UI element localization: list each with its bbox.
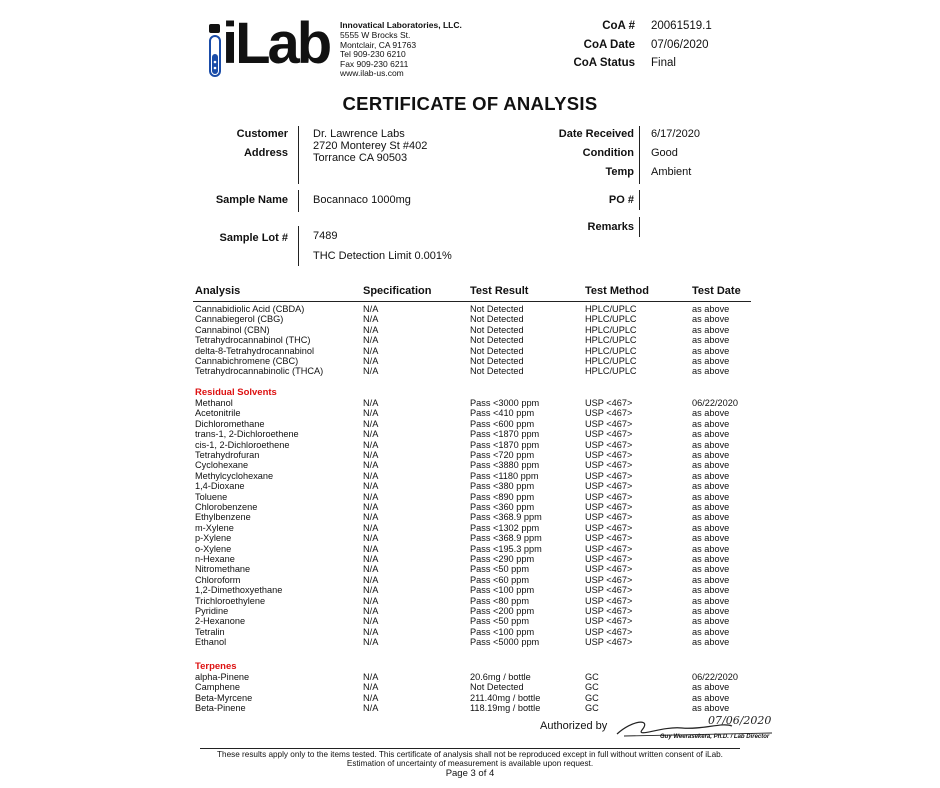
sample-lot-label: Sample Lot # [219, 232, 288, 244]
temp: Ambient [651, 166, 692, 178]
lab-address-1: 5555 W Brocks St. [340, 30, 411, 40]
table-cell: Toluene [195, 491, 228, 502]
divider [639, 217, 640, 237]
table-cell: USP <467> [585, 450, 633, 460]
table-cell: as above [692, 522, 730, 533]
table-cell: as above [692, 324, 730, 335]
table-row [0, 335, 940, 345]
table-cell: N/A [363, 345, 379, 356]
table-cell: as above [692, 418, 730, 429]
date-received-label: Date Received [558, 128, 634, 140]
table-cell: USP <467> [585, 574, 633, 585]
table-row [0, 398, 940, 408]
table-cell: USP <467> [585, 502, 633, 512]
table-cell: 1,4-Dioxane [195, 481, 245, 492]
table-cell: as above [692, 439, 730, 450]
table-row [0, 502, 940, 512]
table-cell: USP <467> [585, 543, 633, 554]
table-cell: N/A [363, 450, 379, 460]
table-row [0, 450, 940, 460]
divider [298, 126, 299, 184]
table-cell: Cannabiegerol (CBG) [195, 314, 284, 325]
po-label: PO # [608, 194, 634, 206]
table-cell: as above [692, 408, 730, 419]
table-cell: 211.40mg / bottle [470, 692, 541, 703]
table-cell: Pass <380 ppm [470, 481, 535, 492]
table-cell: N/A [363, 692, 379, 703]
table-cell: m-Xylene [195, 522, 234, 533]
table-cell: Not Detected [470, 304, 524, 314]
table-cell: 118.19mg / bottle [470, 703, 541, 714]
table-cell: as above [692, 491, 730, 502]
table-row [0, 356, 940, 366]
table-row [0, 325, 940, 335]
col-header-analysis: Analysis [195, 285, 241, 297]
table-cell: N/A [363, 408, 379, 419]
table-cell: N/A [363, 366, 379, 377]
table-cell: Methylcyclohexane [195, 470, 274, 481]
table-cell: GC [585, 672, 599, 682]
table-row [0, 314, 940, 324]
condition: Good [651, 147, 678, 159]
table-cell: Beta-Myrcene [195, 692, 253, 703]
table-cell: Tetrahydrofuran [195, 450, 260, 460]
table-cell: HPLC/UPLC [585, 304, 637, 314]
table-cell: as above [692, 450, 730, 460]
table-cell: Tetrahydrocannabinolic (THCA) [195, 366, 324, 377]
table-cell: as above [692, 502, 730, 512]
table-row [0, 554, 940, 564]
table-cell: as above [692, 543, 730, 554]
table-cell: N/A [363, 616, 379, 627]
table-cell: as above [692, 595, 730, 606]
document-title: CERTIFICATE OF ANALYSIS [342, 93, 598, 114]
table-cell: N/A [363, 606, 379, 616]
table-cell: as above [692, 626, 730, 637]
table-cell: Dichloromethane [195, 418, 265, 429]
lab-address-2: Montclair, CA 91763 [340, 39, 417, 50]
table-cell: GC [585, 682, 599, 693]
table-cell: N/A [363, 314, 379, 325]
table-cell: Pass <80 ppm [470, 595, 529, 606]
section-title: Terpenes [195, 661, 237, 672]
table-cell: N/A [363, 585, 379, 596]
table-cell: USP <467> [585, 522, 633, 533]
table-cell: N/A [363, 595, 379, 606]
table-cell: Trichloroethylene [195, 595, 266, 606]
divider [639, 190, 640, 210]
table-cell: Chlorobenzene [195, 502, 258, 512]
table-cell: N/A [363, 439, 379, 450]
table-cell: as above [692, 703, 730, 714]
table-cell: N/A [363, 481, 379, 492]
table-cell: delta-8-Tetrahydrocannabinol [195, 345, 315, 356]
header-rule [193, 301, 751, 302]
table-cell: HPLC/UPLC [585, 324, 637, 335]
table-cell: GC [585, 692, 599, 703]
table-row [0, 596, 940, 606]
table-row [0, 460, 940, 470]
table-row [0, 429, 940, 439]
section-title: Residual Solvents [195, 387, 277, 398]
table-cell: as above [692, 533, 730, 544]
table-cell: Methanol [195, 398, 233, 408]
table-cell: as above [692, 314, 730, 325]
remarks-label: Remarks [587, 221, 634, 233]
table-cell: N/A [363, 626, 379, 637]
table-cell: Pass <600 ppm [470, 418, 535, 429]
table-cell: 1,2-Dimethoxyethane [195, 585, 283, 596]
col-header-test-method: Test Method [585, 285, 649, 297]
lab-name: Innovatical Laboratories, LLC. [340, 20, 462, 30]
customer-street: 2720 Monterey St #402 [313, 140, 428, 152]
table-cell: N/A [363, 335, 379, 346]
table-cell: as above [692, 366, 730, 377]
table-row [0, 564, 940, 574]
table-cell: as above [692, 470, 730, 481]
table-cell: Pass <50 ppm [470, 616, 529, 627]
table-cell: Pass <200 ppm [470, 606, 535, 616]
table-row [0, 575, 940, 585]
table-cell: N/A [363, 491, 379, 502]
table-cell: USP <467> [585, 533, 633, 544]
table-cell: Ethanol [195, 637, 227, 648]
coa-number-label: CoA # [602, 20, 635, 32]
table-cell: N/A [363, 703, 379, 714]
table-cell: Pass <5000 ppm [470, 637, 540, 648]
table-cell: Cannabichromene (CBC) [195, 356, 299, 366]
table-cell: n-Hexane [195, 554, 235, 564]
table-cell: alpha-Pinene [195, 672, 250, 682]
condition-label: Condition [582, 147, 634, 159]
table-cell: 2-Hexanone [195, 616, 246, 627]
table-cell: 06/22/2020 [692, 672, 738, 682]
table-cell: Not Detected [470, 682, 524, 693]
table-row [0, 544, 940, 554]
signer-name: Guy Weerasekera, Ph.D. / Lab Director [660, 734, 770, 740]
table-row [0, 682, 940, 692]
customer-city: Torrance CA 90503 [313, 152, 408, 164]
table-cell: USP <467> [585, 398, 633, 408]
coa-status: Final [651, 57, 676, 69]
table-cell: as above [692, 304, 730, 314]
table-cell: Pass <1180 ppm [470, 470, 539, 481]
table-cell: Tetrahydrocannabinol (THC) [195, 335, 311, 346]
table-cell: N/A [363, 682, 379, 693]
table-cell: Not Detected [470, 366, 524, 377]
table-cell: Not Detected [470, 324, 524, 335]
table-cell: N/A [363, 512, 379, 523]
table-cell: N/A [363, 304, 379, 314]
table-cell: USP <467> [585, 595, 633, 606]
table-cell: N/A [363, 574, 379, 585]
table-cell: Camphene [195, 682, 240, 693]
table-cell: USP <467> [585, 408, 633, 419]
table-cell: N/A [363, 470, 379, 481]
table-cell: USP <467> [585, 585, 633, 596]
table-cell: N/A [363, 324, 379, 335]
sample-name-label: Sample Name [215, 194, 288, 206]
signature-date: 07/06/2020 [708, 714, 772, 727]
table-cell: as above [692, 682, 730, 693]
col-header-test-date: Test Date [692, 285, 741, 297]
thc-detection-limit: THC Detection Limit 0.001% [313, 250, 452, 262]
table-row [0, 693, 940, 703]
coa-date: 07/06/2020 [651, 39, 709, 51]
table-cell: HPLC/UPLC [585, 335, 637, 346]
authorized-by-label: Authorized by [540, 720, 608, 732]
table-cell: as above [692, 460, 730, 471]
table-cell: Pass <3880 ppm [470, 460, 540, 471]
table-row [0, 627, 940, 637]
table-row [0, 408, 940, 418]
table-cell: Pass <290 ppm [470, 554, 535, 564]
address-label: Address [243, 147, 288, 159]
table-cell: HPLC/UPLC [585, 314, 637, 325]
table-cell: Pass <100 ppm [470, 626, 535, 637]
table-row [0, 304, 940, 314]
table-row [0, 512, 940, 522]
table-cell: USP <467> [585, 616, 633, 627]
table-row [0, 637, 940, 647]
table-row [0, 606, 940, 616]
table-cell: USP <467> [585, 626, 633, 637]
table-cell: as above [692, 564, 730, 575]
table-cell: as above [692, 356, 730, 366]
table-row [0, 523, 940, 533]
footer-uncertainty: Estimation of uncertainty of measurement is available upon request. [346, 759, 594, 768]
coa-date-label: CoA Date [583, 39, 635, 51]
table-cell: Cannabidiolic Acid (CBDA) [195, 304, 305, 314]
table-cell: Beta-Pinene [195, 703, 246, 714]
table-cell: Pass <890 ppm [470, 491, 535, 502]
table-cell: N/A [363, 398, 379, 408]
col-header-test-result: Test Result [470, 285, 529, 297]
table-cell: N/A [363, 672, 379, 682]
table-cell: as above [692, 554, 730, 564]
customer-name: Dr. Lawrence Labs [313, 128, 405, 140]
table-cell: USP <467> [585, 512, 633, 523]
lab-tel: Tel 909-230 6210 [340, 49, 406, 59]
table-cell: USP <467> [585, 418, 633, 429]
table-cell: as above [692, 345, 730, 356]
table-cell: as above [692, 512, 730, 523]
table-cell: trans-1, 2-Dichloroethene [195, 429, 299, 440]
table-cell: USP <467> [585, 470, 633, 481]
footer-rule [200, 748, 740, 749]
table-cell: o-Xylene [195, 543, 232, 554]
table-cell: N/A [363, 522, 379, 533]
lab-fax: Fax 909-230 6211 [340, 58, 409, 69]
table-cell: USP <467> [585, 606, 633, 616]
table-cell: 20.6mg / bottle [470, 672, 531, 682]
coa-number: 20061519.1 [651, 20, 712, 32]
table-cell: Pass <368.9 ppm [470, 512, 542, 523]
divider [298, 190, 299, 212]
table-cell: as above [692, 481, 730, 492]
table-cell: N/A [363, 502, 379, 512]
table-cell: Cannabinol (CBN) [195, 324, 270, 335]
table-cell: USP <467> [585, 554, 633, 564]
table-row [0, 672, 940, 682]
coa-status-label: CoA Status [573, 57, 635, 69]
table-row [0, 533, 940, 543]
sample-name: Bocannaco 1000mg [313, 194, 411, 206]
table-cell: N/A [363, 543, 379, 554]
table-cell: USP <467> [585, 460, 633, 471]
table-cell: Pass <195.3 ppm [470, 543, 542, 554]
table-cell: USP <467> [585, 439, 633, 450]
table-cell: Pass <368.9 ppm [470, 533, 542, 544]
table-cell: Cyclohexane [195, 460, 249, 471]
footer-disclaimer: These results apply only to the items tested. This certificate of analysis shall not be reproduced except in full without written consent of iLab. [217, 750, 723, 759]
divider [298, 226, 299, 266]
table-cell: USP <467> [585, 429, 633, 440]
logo-wordmark: iLab [222, 11, 330, 76]
table-cell: N/A [363, 356, 379, 366]
date-received: 6/17/2020 [651, 128, 700, 140]
table-cell: N/A [363, 460, 379, 471]
table-row [0, 419, 940, 429]
table-row [0, 585, 940, 595]
table-row [0, 366, 940, 376]
table-cell: Pass <360 ppm [470, 502, 535, 512]
table-cell: as above [692, 574, 730, 585]
table-row [0, 471, 940, 481]
table-row [0, 492, 940, 502]
table-cell: GC [585, 703, 599, 714]
table-cell: as above [692, 692, 730, 703]
table-cell: Pass <720 ppm [470, 450, 535, 460]
table-cell: as above [692, 637, 730, 648]
table-cell: Pass <1870 ppm [470, 439, 540, 450]
table-cell: as above [692, 606, 730, 616]
col-header-specification: Specification [363, 285, 432, 297]
table-cell: Pass <60 ppm [470, 574, 529, 585]
table-cell: N/A [363, 429, 379, 440]
table-cell: N/A [363, 554, 379, 564]
table-cell: as above [692, 585, 730, 596]
table-cell: Pass <100 ppm [470, 585, 535, 596]
table-cell: HPLC/UPLC [585, 366, 637, 377]
table-cell: as above [692, 335, 730, 346]
table-cell: Pass <1302 ppm [470, 522, 540, 533]
table-cell: Not Detected [470, 345, 524, 356]
table-cell: USP <467> [585, 491, 633, 502]
ilab-logo [208, 11, 333, 80]
sample-lot: 7489 [313, 230, 338, 242]
table-cell: HPLC/UPLC [585, 356, 637, 366]
table-cell: as above [692, 429, 730, 440]
table-cell: Not Detected [470, 356, 524, 366]
divider [639, 126, 640, 184]
table-cell: p-Xylene [195, 533, 232, 544]
page-number: Page 3 of 4 [445, 768, 495, 779]
table-cell: USP <467> [585, 637, 633, 648]
table-cell: USP <467> [585, 564, 633, 575]
table-row [0, 703, 940, 713]
table-cell: N/A [363, 564, 379, 575]
table-cell: Pyridine [195, 606, 229, 616]
customer-label: Customer [236, 128, 288, 140]
table-cell: Ethylbenzene [195, 512, 251, 523]
table-cell: Pass <50 ppm [470, 564, 529, 575]
table-cell: as above [692, 616, 730, 627]
table-cell: HPLC/UPLC [585, 345, 637, 356]
table-row [0, 440, 940, 450]
table-cell: USP <467> [585, 481, 633, 492]
table-cell: Acetonitrile [195, 408, 241, 419]
table-cell: cis-1, 2-Dichloroethene [195, 439, 290, 450]
table-cell: Nitromethane [195, 564, 251, 575]
table-row [0, 616, 940, 626]
table-cell: Pass <3000 ppm [470, 398, 540, 408]
table-cell: Pass <1870 ppm [470, 429, 540, 440]
table-cell: 06/22/2020 [692, 398, 738, 408]
table-cell: Tetralin [195, 626, 225, 637]
table-cell: Pass <410 ppm [470, 408, 535, 419]
lab-website[interactable]: www.ilab-us.com [340, 68, 404, 78]
table-row [0, 346, 940, 356]
table-cell: N/A [363, 637, 379, 648]
table-cell: Not Detected [470, 335, 524, 346]
table-cell: N/A [363, 533, 379, 544]
table-cell: Chloroform [195, 574, 241, 585]
table-row [0, 481, 940, 491]
table-cell: N/A [363, 418, 379, 429]
table-cell: Not Detected [470, 314, 524, 325]
temp-label: Temp [605, 166, 634, 178]
